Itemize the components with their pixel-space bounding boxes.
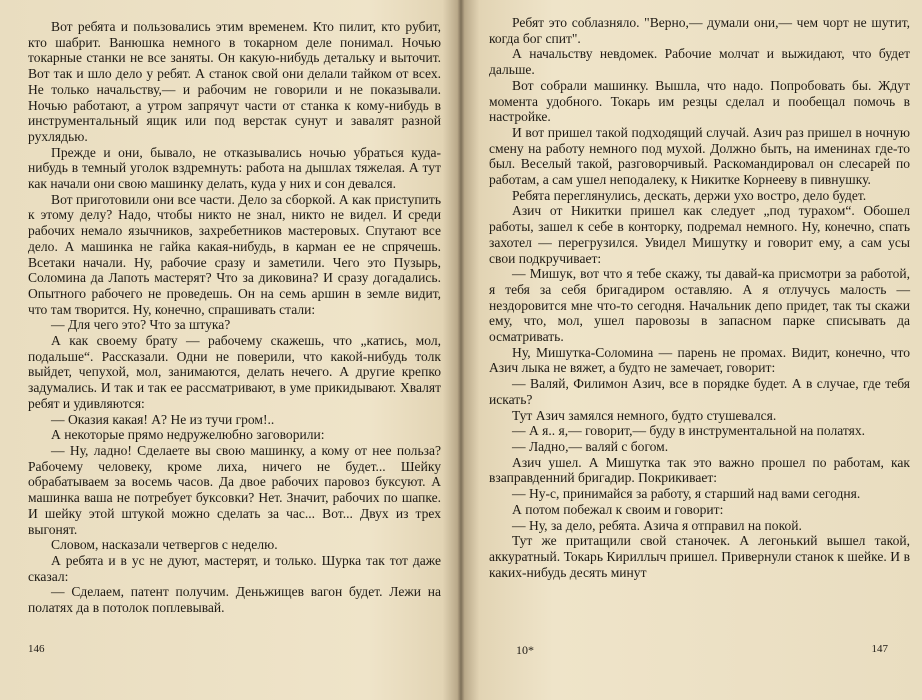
paragraph: А ребята и в ус не дуют, мастерят, и только. Шурка так тот даже сказал: [28, 552, 441, 584]
paragraph: — Ну, за дело, ребята. Азича я отправил на покой. [512, 517, 802, 533]
signature-mark: 10* [516, 643, 534, 657]
paragraph: — Для чего это? Что за штука? [51, 317, 231, 333]
page-number: 147 [871, 643, 888, 655]
paragraph: — Оказия какая! А? Не из тучи гром!.. [51, 411, 275, 427]
paragraph: Азич ушел. А Мишутка так это важно прошел по работам, как взаправденний бригадир. Покрикивает: [489, 454, 910, 486]
paragraph: — Валяй, Филимон Азич, все в порядке будет. А в случае, где тебя искать? [489, 376, 910, 407]
paragraph: А потом побежал к своим и говорит: [512, 501, 724, 517]
page-number: 146 [28, 643, 45, 655]
paragraph: А некоторые прямо недружелюбно заговорили: [51, 427, 325, 443]
paragraph: Словом, насказали четвергов с неделю. [51, 537, 278, 553]
right-page [461, 0, 922, 700]
paragraph: Азич от Никитки пришел как следует „под турахом“. Обошел работы, зашел к себе в конторку, подремал немного. Ну, конечно, спать захотел — перегрузился. Увидел Мишутку и говорит ему, а сам усы свои подкручивает: [489, 203, 910, 266]
paragraph: Ну, Мишутка-Соломина — парень не промах. Видит, конечно, что Азич лыка не вяжет, а будто не замечает, говорит: [489, 344, 910, 376]
paragraph: — Сделаем, патент получим. Деньжищев вагон будет. Лежи на полатях да в потолок поплевывай. [28, 584, 441, 616]
paragraph: А как своему брату — рабочему скажешь, что „катись, мол, подальше“. Рассказали. Одни не поверили, что какой-нибудь толк выйдет, чепухой, мол, занимаются, делать нечего. А другие крепко задумались. И так и так ее рассматривают, в уме прикидывают. Хвалят ребят и удивляются: [28, 333, 441, 411]
left-page-text [28, 19, 441, 616]
paragraph: — Ну-с, принимайся за работу, я старший над вами сегодня. [512, 486, 861, 502]
paragraph: Тут Азич замялся немного, будто стушевался. [512, 407, 777, 423]
paragraph: — Ну, ладно! Сделаете вы свою машинку, а кому от нее польза? Рабочему человеку, кроме лиха, ничего не будет... Шейку обрабатываем за восемь часов. Да двое рабочих паровоз буксуют. А машинка ваша не потребует буксовки? Нет. Значит, рабочих по шапке. И шейку этой штукой можно сделать за час... Вот... Двух из трех выгонят. [28, 442, 441, 537]
paragraph: — А я.. я,— говорит,— буду в инструментальной на полатях. [512, 423, 866, 439]
paragraph: Вот собрали машинку. Вышла, что надо. Попробовать бы. Ждут момента удобного. Токарь им резцы сделал и пообещал помочь в настройке. [489, 77, 910, 125]
paragraph: Тут же притащили свой станочек. А легонький вышел такой, аккуратный. Токарь Кириллыч пришел. Привернули станок к шейке. И в каких-нибудь десять минут [489, 533, 910, 580]
paragraph: А начальству невдомек. Рабочие молчат и выжидают, что будет дальше. [489, 46, 910, 78]
paragraph: Вот приготовили они все части. Дело за сборкой. А как приступить к этому делу? Надо, чтобы никто не знал, никто не видел. И среди рабочих немало язычников, захребетников мастеровых. Спутают все дело. А машинка не гайка какая-нибудь, в карман ее не спрячешь. Всетаки начали. Ну, рабочие сразу и заметили. Чего это Пузырь, Соломина да Лапоть мастерят? Что за диковина? И сразу догадались. Опытного рабочего не проведешь. Он на семь аршин в земле видит, что там творится. Ну, конечно, спрашивать стали: [28, 191, 441, 317]
paragraph: И вот пришел такой подходящий случай. Азич раз пришел в ночную смену на работу немного под мухой. Должно быть, на именинах где-то был. Веселый такой, разговорчивый. Раскомандировал он слесарей по работам, а сам ушел неподалеку, к Никитке Корнееву в пивнушку. [489, 124, 910, 188]
paragraph: — Ладно,— валяй с богом. [512, 438, 669, 454]
paragraph: Ребят это соблазняло. "Верно,— думали они,— чем чорт не шутит, когда бог спит". [489, 15, 910, 46]
paragraph: — Мишук, вот что я тебе скажу, ты давай-ка присмотри за работой, я тебя за себя бригадиром оставляю. А я отлучусь малость — нездоровится мне что-то сегодня. Начальник депо придет, так ты скажи ему, что, мол, ушел паровозы в запасном парке списывать да осматривать. [489, 266, 910, 345]
paragraph: Прежде и они, бывало, не отказывались ночью убраться куда-нибудь в темный уголок вздремнуть: работа на дышлах тяжелая. А тут как начали они свою машинку делать, куда у них и сон девался. [28, 144, 441, 192]
right-page-text [489, 15, 910, 580]
paragraph: Ребята переглянулись, дескать, держи ухо востро, дело будет. [512, 187, 867, 203]
paragraph: Вот ребята и пользовались этим временем. Кто пилит, кто рубит, кто шабрит. Ванюшка немного в токарном деле понимал. Ночью токарные станки не все заняты. Он какую-нибудь детальку и выточит. Вот так и шло дело у ребят. А станок свой они делали тайком от всех. Не только начальству,— и рабочим не говорили и не показывали. Ночью работают, а утром запрячут части от станка к кому-нибудь в инструментальный ящик или под верстак сунут и завалят разной рухлядью. [28, 19, 441, 144]
